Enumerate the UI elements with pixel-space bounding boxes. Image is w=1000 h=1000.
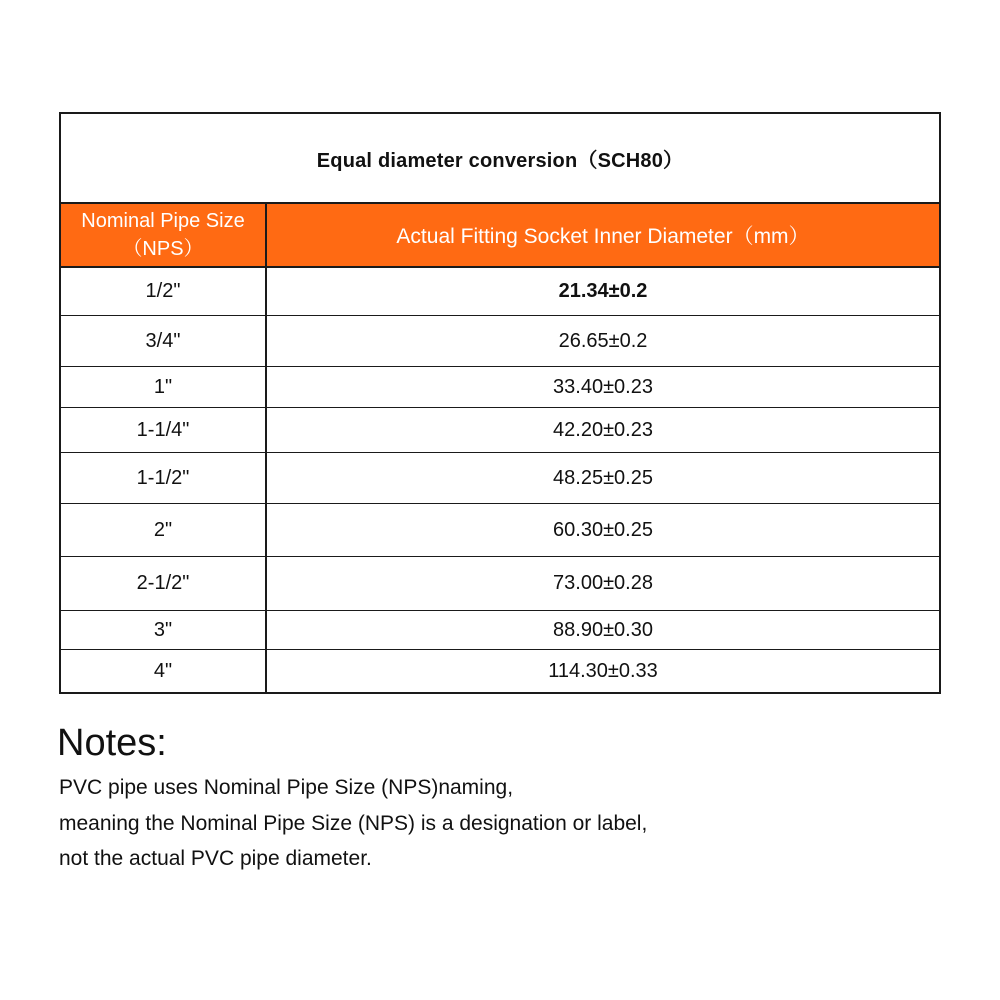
diameter-cell: 88.90±0.30 (553, 618, 653, 641)
diameter-cell: 26.65±0.2 (558, 329, 648, 352)
notes-line: not the actual PVC pipe diameter. (59, 847, 372, 870)
table-row (61, 268, 939, 316)
diameter-cell: 73.00±0.28 (553, 572, 653, 594)
nps-cell: 3" (61, 611, 267, 649)
nps-cell: 2-1/2" (61, 557, 267, 610)
table-row (61, 316, 939, 367)
notes-line: PVC pipe uses Nominal Pipe Size (NPS)naming, (59, 776, 514, 799)
table-row (61, 504, 939, 557)
nps-cell: 1-1/2" (61, 453, 267, 503)
header-nominal-pipe-size (61, 204, 267, 266)
table-row (61, 367, 939, 408)
nps-cell: 1" (61, 367, 267, 407)
nps-cell: 1/2" (61, 268, 267, 315)
nps-cell: 4" (61, 650, 267, 692)
conversion-table (59, 112, 941, 694)
notes-line: meaning the Nominal Pipe Size (NPS) is a designation or label, (59, 812, 648, 835)
table-row (61, 557, 939, 611)
header-nps-line1: Nominal Pipe Size (81, 210, 245, 232)
table-row (61, 453, 939, 504)
diameter-cell: 42.20±0.23 (553, 418, 653, 441)
diameter-cell: 21.34±0.2 (558, 280, 648, 302)
table-row (61, 408, 939, 453)
diameter-cell: 60.30±0.25 (553, 518, 653, 541)
diameter-cell: 114.30±0.33 (548, 659, 658, 682)
table-title: Equal diameter conversion（SCH80） (61, 114, 939, 204)
nps-cell: 3/4" (61, 316, 267, 366)
diameter-cell: 33.40±0.23 (553, 375, 653, 398)
nps-cell: 1-1/4" (61, 408, 267, 452)
notes-title: Notes: (57, 722, 167, 764)
table-row (61, 611, 939, 650)
table-row (61, 650, 939, 692)
nps-cell: 2" (61, 504, 267, 556)
diameter-cell: 48.25±0.25 (553, 466, 653, 489)
header-nps-line2: （NPS） (122, 238, 204, 260)
table-header-row (61, 204, 939, 268)
header-actual-diameter: Actual Fitting Socket Inner Diameter（mm） (396, 225, 810, 248)
